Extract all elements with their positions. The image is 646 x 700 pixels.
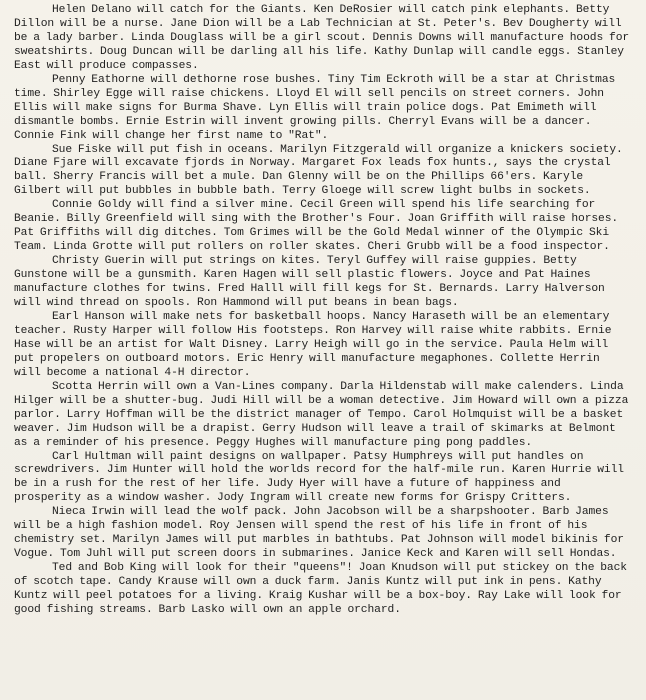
paragraph-10: Ted and Bob King will look for their "queens"! Joan Knudson will put stickey on the back of scotch tape. Candy Krause will own a duck farm. Janis Kuntz will put ink in pens. Kathy Kuntz will peel potatoes for a living. Kraig Kushar will be a box-boy. Ray Lake will look for good fishing streams. Barb Lasko will own an apple orchard.: [14, 562, 627, 616]
paragraph-7: Scotta Herrin will own a Van-Lines company. Darla Hildenstab will make calenders. Linda Hilger will be a shutter-bug. Judi Hill will be a woman detective. Jim Howard will own a pizza parlor. Larry Hoffman will be the district manager of Tempo. Carol Holmquist will be a basket weaver. Jim Hudson will be a drapist. Gerry Hudson will leave a trail of skimarks at Belmont as a reminder of his presence. Peggy Hughes will manufacture ping pong paddles.: [14, 380, 629, 449]
paragraph-5: Christy Guerin will put strings on kites. Teryl Guffey will raise guppies. Betty Gunstone will be a gunsmith. Karen Hagen will sell plastic flowers. Joyce and Pat Haines manufacture clothes for twins. Fred Halll will fill kegs for St. Bernards. Larry Halverson will wind thread on spools. Ron Hammond will put beans in bean bags.: [14, 255, 605, 310]
paragraph-1: Helen Delano will catch for the Giants. Ken DeRosier will catch pink elephants. Betty Dillon will be a nurse. Jane Dion will be a Lab Technician at St. Peter's. Bev Dougherty will be a lady barber. Linda Douglass will be a girl scout. Dennis Downs will manufacture hoods for sweatshirts. Doug Duncan will be darling all his life. Kathy Dunlap will candle eggs. Stanley East will produce compasses.: [14, 4, 630, 72]
paragraph-2: Penny Eathorne will dethorne rose bushes. Tiny Tim Eckroth will be a star at Christmas time. Shirley Egge will raise chickens. Lloyd El will sell pencils on street corners. John Ellis will make signs for Burma Shave. Lyn Ellis will train police dogs. Pat Emimeth will dismantle bombs. Ernie Estrin will invent growing pills. Cherryl Evans will be a dancer. Connie Fink will change her first name to "Rat".: [14, 73, 616, 142]
paragraph-9: Nieca Irwin will lead the wolf pack. John Jacobson will be a sharpshooter. Barb James will be a high fashion model. Roy Jensen will spend the rest of his life in front of his chemistry set. Marilyn James will put marbles in bathtubs. Pat Johnson will model bikinis for Vogue. Tom Juhl will put screen doors in submarines. Janice Keck and Karen will sell Hondas.: [14, 506, 624, 561]
prophecy-text: [14, 4, 630, 618]
paragraph-3: Sue Fiske will put fish in oceans. Marilyn Fitzgerald will organize a knickers society. Diane Fjare will excavate fjords in Norway. Margaret Fox leads fox hunts., says the crystal ball. Sherry Francis will bet a mule. Dan Glenny will be on the Phillips 66'ers. Karyle Gilbert will put bubbles in bubble bath. Terry Gloege will screw light bulbs in sockets.: [14, 143, 623, 198]
paragraph-6: Earl Hanson will make nets for basketball hoops. Nancy Haraseth will be an elementary teacher. Rusty Harper will follow His footsteps. Ron Harvey will raise white rabbits. Ernie Hase will be an artist for Walt Disney. Larry Heigh will go in the service. Paula Helm will put propelers on outboard motors. Eric Henry will manufacture megaphones. Collette Herrin will become a national 4-H director.: [14, 310, 612, 379]
paragraph-4: Connie Goldy will find a silver mine. Cecil Green will spend his life searching for Beanie. Billy Greenfield will sing with the Brother's Four. Joan Griffith will raise horses. Pat Griffiths will dig ditches. Tom Grimes will be the Gold Medal winner of the Olympic Ski Team. Linda Grotte will put rollers on roller skates. Cheri Grubb will be a food inspector.: [14, 199, 619, 254]
paragraph-8: Carl Hultman will paint designs on wallpaper. Patsy Humphreys will put handles on screwdrivers. Jim Hunter will hold the worlds record for the half-mile run. Karen Hurrie will be in a rush for the rest of her life. Judy Hyer will have a future of happiness and prosperity as a window washer. Jody Ingram will create new forms for Grispy Critters.: [14, 450, 624, 505]
